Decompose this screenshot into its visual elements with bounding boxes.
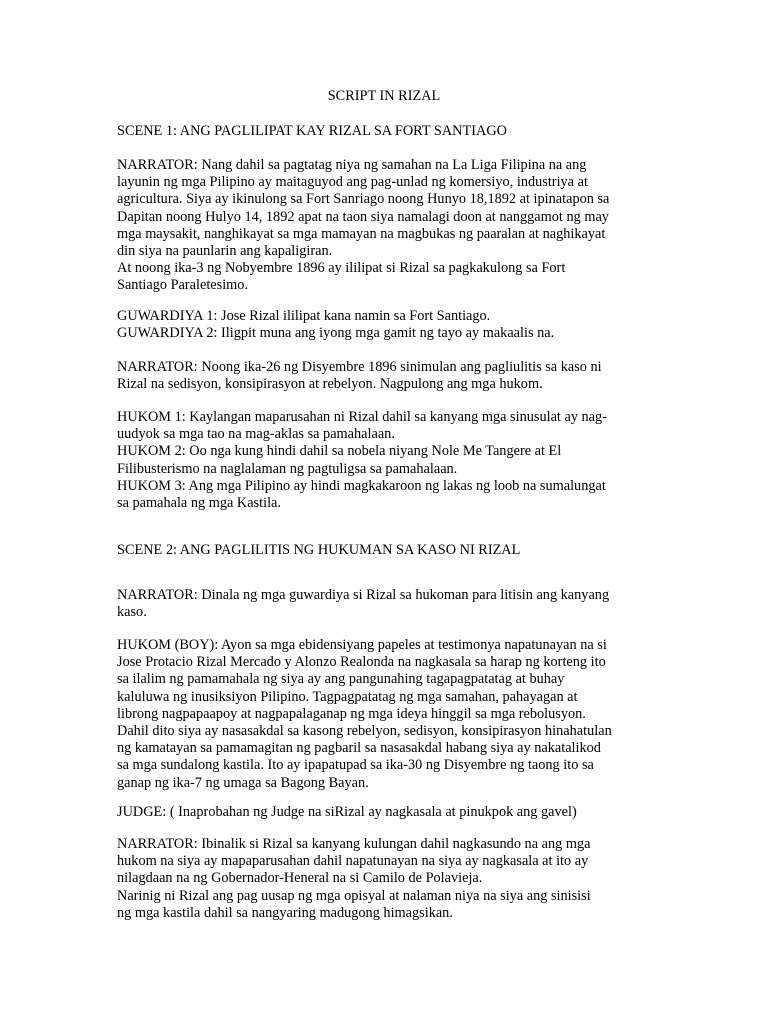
narrator-paragraph-4: NARRATOR: Ibinalik si Rizal sa kanyang kulungan dahil nagkasundo na ang mga hukom na siya ay mapaparusahan dahil napatunayan na siya ay nagkasala at ito ay nilagdaan na ng Gobernador-Heneral na si Camilo de Polavieja. Narinig ni Rizal ang pag uusap ng mga opisyal at nalaman niya na siya ang sinisisi ng mga kastila dahil sa nangyaring madugong himagsikan. bbox=[117, 836, 591, 921]
judge-line: JUDGE: ( Inaprobahan ng Judge na siRizal ay nagkasala at pinukpok ang gavel) bbox=[117, 804, 577, 820]
scene-1-heading: SCENE 1: ANG PAGLILIPAT KAY RIZAL SA FORT SANTIAGO bbox=[117, 123, 507, 139]
narrator-paragraph-1: NARRATOR: Nang dahil sa pagtatag niya ng samahan na La Liga Filipina na ang layunin ng mga Pilipino ay maitaguyod ang pag-unlad ng komersiyo, industriya at agricultura. Siya ay ikinulong sa Fort Sanriago noong Hunyo 18,1892 at ipinatapon sa Dapitan noong Hulyo 14, 1892 apat na taon siya namalagi doon at nanggamot ng may mga maysakit, nanghikayat sa mga mamayan na magbukas ng paaralan at naghikayat din siya na paunlarin ang kapaligiran. At noong ika-3 ng Nobyembre 1896 ay ililipat si Rizal sa pagkakulong sa Fort Santiago Paraletesimo. bbox=[117, 157, 610, 294]
narrator-paragraph-3: NARRATOR: Dinala ng mga guwardiya si Rizal sa hukoman para litisin ang kanyang kaso. bbox=[117, 587, 610, 621]
hukom-dialogue: HUKOM 1: Kaylangan maparusahan ni Rizal dahil sa kanyang mga sinusulat ay nag- uudyok sa mga tao na mag-aklas sa pamahalaan. HUKOM 2: Oo nga kung hindi dahil sa nobela niyang Nole Me Tangere at El Filibusterismo na naglalaman ng pagtuligsa sa pamahalaan. HUKOM 3: Ang mga Pilipino ay hindi magkakaroon ng lakas ng loob na sumalungat sa pamahala ng mga Kastila. bbox=[117, 409, 607, 512]
guwardiya-dialogue: GUWARDIYA 1: Jose Rizal ililipat kana namin sa Fort Santiago. GUWARDIYA 2: Iligpit muna ang iyong mga gamit ng tayo ay makaalis na. bbox=[117, 308, 555, 342]
document-title: SCRIPT IN RIZAL bbox=[327, 88, 441, 104]
scene-2-heading: SCENE 2: ANG PAGLILITIS NG HUKUMAN SA KASO NI RIZAL bbox=[117, 542, 521, 558]
hukom-boy-paragraph: HUKOM (BOY): Ayon sa mga ebidensiyang papeles at testimonya napatunayan na si Jose Protacio Rizal Mercado y Alonzo Realonda na nagkasala sa harap ng korteng ito sa ilalim ng pamamahala ng siya ay ang pangunahing tagapagpatatag at buhay kaluluwa ng inusiksiyon Pilipino. Tagpagpatatag ng mga samahan, pahayagan at librong nagpapaapoy at nagpapalaganap ng mga ideya hinggil sa mga rebolusyon. Dahil dito siya ay nasasakdal sa kasong rebelyon, sedisyon, konsipirasyon hinahatulan ng kamatayan sa pamamagitan ng pagbaril sa nasasakdal habang siya ay nakatalikod sa mga sundalong kastila. Ito ay ipapatupad sa ika-30 ng Disyembre ng taong ito sa ganap ng ika-7 ng umaga sa Bagong Bayan. bbox=[117, 637, 612, 791]
narrator-paragraph-2: NARRATOR: Noong ika-26 ng Disyembre 1896 sinimulan ang pagliulitis sa kaso ni Rizal na sedisyon, konsipirasyon at rebelyon. Nagpulong ang mga hukom. bbox=[117, 359, 602, 393]
